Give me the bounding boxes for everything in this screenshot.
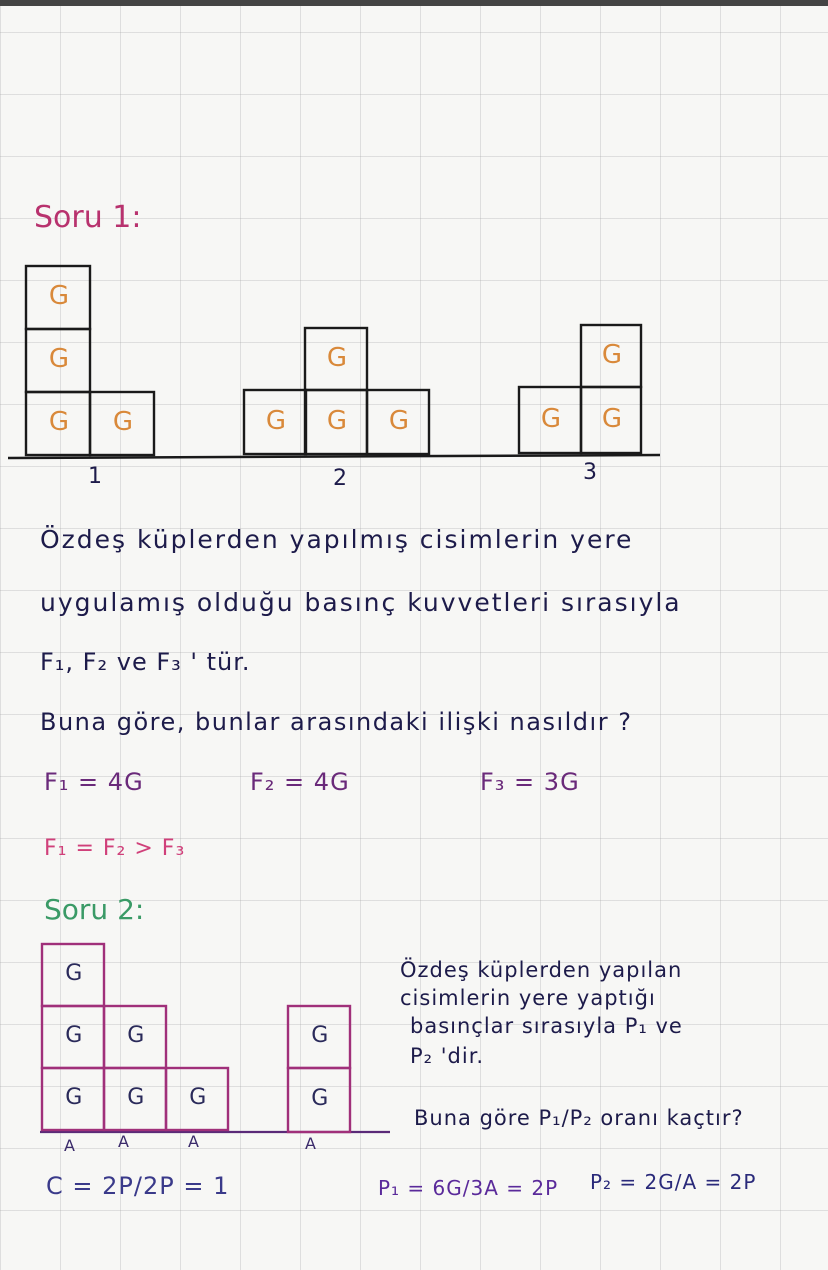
cube-label: G bbox=[48, 344, 70, 375]
cube-label: G bbox=[601, 403, 623, 434]
cube-label: G bbox=[265, 405, 287, 436]
cube-label: G bbox=[112, 407, 134, 438]
answer-f2: F₂ = 4G bbox=[250, 768, 350, 796]
figure-label-2: 2 bbox=[333, 466, 348, 491]
question2-text-line-3: basınçlar sırasıyla P₁ ve bbox=[410, 1014, 683, 1038]
cube-label: G bbox=[127, 1085, 145, 1111]
question2-title: Soru 2: bbox=[44, 893, 145, 926]
cube-label: G bbox=[127, 1023, 145, 1049]
base-label-1: A bbox=[64, 1136, 76, 1155]
answer-f3: F₃ = 3G bbox=[480, 768, 580, 796]
question2-text-line-1: Özdeş küplerden yapılan bbox=[400, 958, 683, 982]
base-label-2: A bbox=[118, 1132, 130, 1151]
answer-f1: F₁ = 4G bbox=[44, 768, 144, 796]
base-label-4: A bbox=[305, 1134, 317, 1153]
cube-label: G bbox=[48, 407, 70, 438]
cube-label: G bbox=[540, 403, 562, 434]
question1-question: Buna göre, bunlar arasındaki ilişki nasıldır ? bbox=[40, 708, 633, 736]
question1-result: F₁ = F₂ > F₃ bbox=[44, 836, 186, 861]
cube-label: G bbox=[311, 1086, 329, 1112]
cube-label: G bbox=[326, 342, 348, 373]
question2-text-line-2: cisimlerin yere yaptığı bbox=[400, 986, 656, 1010]
figure-label-1: 1 bbox=[88, 464, 103, 489]
cube-label: G bbox=[65, 961, 83, 987]
cube-label: G bbox=[601, 339, 623, 370]
p1-formula: P₁ = 6G/3A = 2P bbox=[378, 1176, 559, 1200]
base-label-3: A bbox=[188, 1132, 200, 1151]
cube-label: G bbox=[48, 281, 70, 312]
question1-text-line-2: uygulamış olduğu basınç kuvvetleri sırasıyla bbox=[40, 588, 682, 617]
p2-formula: P₂ = 2G/A = 2P bbox=[590, 1170, 757, 1194]
question1-title: Soru 1: bbox=[34, 200, 142, 235]
question2-question: Buna göre P₁/P₂ oranı kaçtır? bbox=[414, 1106, 744, 1130]
cube-label: G bbox=[189, 1085, 207, 1111]
cube-label: G bbox=[388, 405, 410, 436]
question2-text-line-4: P₂ 'dir. bbox=[410, 1044, 485, 1068]
question1-text-line-1: Özdeş küplerden yapılmış cisimlerin yere bbox=[40, 525, 634, 554]
cube-label: G bbox=[326, 405, 348, 436]
figure-label-3: 3 bbox=[583, 460, 598, 485]
cube-label: G bbox=[65, 1085, 83, 1111]
cube-label: G bbox=[65, 1023, 83, 1049]
cube-label: G bbox=[311, 1023, 329, 1049]
question1-text-line-3: F₁, F₂ ve F₃ ' tür. bbox=[40, 648, 251, 676]
question2-answer-c: C = 2P/2P = 1 bbox=[46, 1172, 230, 1200]
